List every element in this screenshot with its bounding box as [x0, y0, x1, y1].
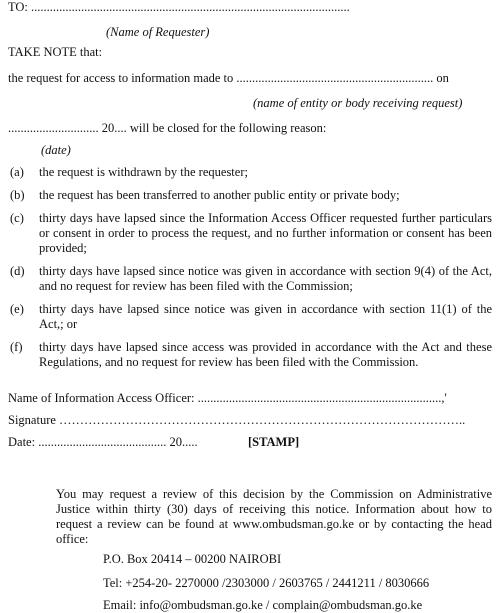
reason-text: thirty days have lapsed since the Information Access Officer requested further particulars or consent in order to process the request, and no further information or consent has been provided; — [39, 211, 492, 255]
signature-line: Signature …………………………………………………………………………………….. — [8, 413, 466, 427]
closed-line: ............................. 20.... will be closed for the following reason: — [8, 121, 327, 135]
reason-label: (f) — [10, 340, 23, 354]
reason-text: the request is withdrawn by the requester; — [39, 165, 248, 179]
entity-label: (name of entity or body receiving request) — [253, 96, 463, 110]
reason-label: (c) — [10, 211, 24, 225]
reason-text: thirty days have lapsed since notice was given in accordance with section 11(1) of the Act,; or — [39, 302, 492, 331]
reason-text: thirty days have lapsed since notice was given in accordance with section 9(4) of the Act, and no request for review has been filed with the Commission; — [39, 264, 492, 293]
reason-label: (e) — [10, 302, 24, 316]
officer-name-line: Name of Information Access Officer: ..............................................................................,' — [8, 391, 447, 405]
date-line: Date: ......................................... 20..... — [8, 435, 198, 449]
reason-label: (b) — [10, 188, 25, 202]
date-label: (date) — [41, 143, 71, 157]
review-paragraph: You may request a review of this decision by the Commission on Administrative Justice within thirty (30) days of receiving this notice. Information about how to request a review can be found at www.ombudsman.go.ke or by contacting the head office: — [56, 487, 492, 546]
requester-label: (Name of Requester) — [106, 25, 210, 39]
po-box: P.O. Box 20414 – 00200 NAIROBI — [103, 552, 282, 566]
reason-label: (d) — [10, 264, 25, 278]
take-note-heading: TAKE NOTE that: — [8, 45, 103, 59]
email: Email: info@ombudsman.go.ke / complain@ombudsman.go.ke — [103, 598, 423, 612]
stamp-label: [STAMP] — [248, 435, 300, 449]
to-line: TO: ...................................................................................................... — [8, 0, 350, 14]
reason-text: thirty days have lapsed since access was provided in accordance with the Act and these Regulations, and no request for review has been filed with the Commission. — [39, 340, 492, 369]
reason-text: the request has been transferred to another public entity or private body; — [39, 188, 400, 202]
request-line: the request for access to information made to ............................................................... on — [8, 71, 449, 85]
reason-label: (a) — [10, 165, 24, 179]
telephone: Tel: +254-20- 2270000 /2303000 / 2603765 / 2441211 / 8030666 — [103, 576, 430, 590]
